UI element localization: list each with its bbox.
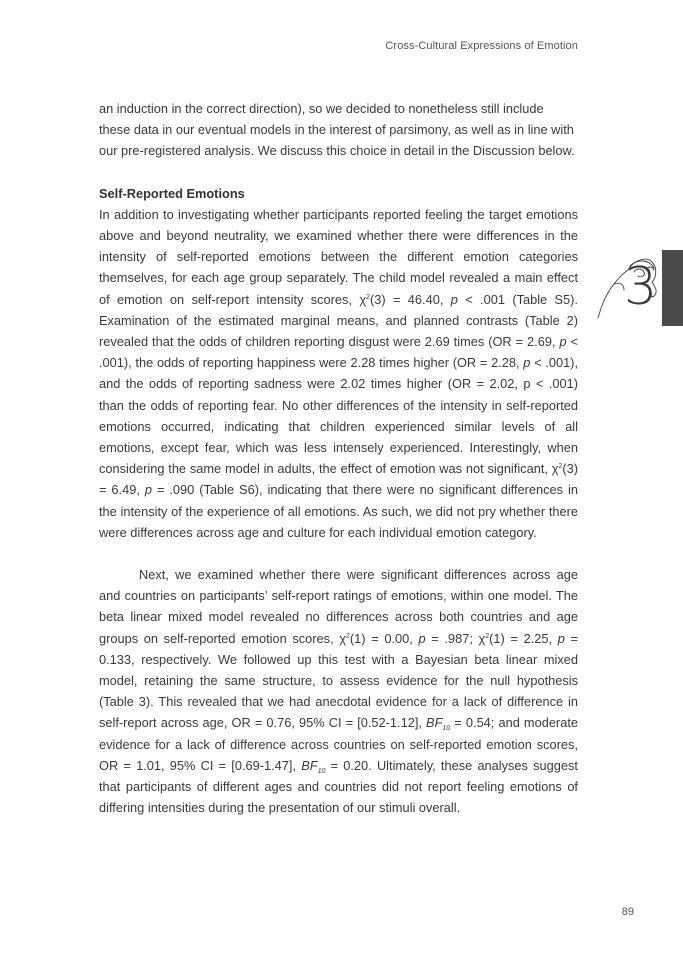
- chapter-tab: [662, 250, 683, 326]
- paragraph-age-country-differences: [99, 564, 578, 818]
- text-run: = 0.54; and moderate evidence for a lack of difference across countries on self-reported emotion scores, OR = 1.01, 95% CI = [0.69-1.47],: [99, 715, 578, 773]
- p-value-symbol: p: [557, 630, 565, 646]
- p-value-symbol: p: [559, 334, 567, 350]
- text-run: < .001), and the odds of reporting sadness were 2.02 times higher (OR = 2.02, p < .001) than the odds of reporting fear. No other differences of the intensity in self-reported emotions occurred, indicating that children experienced similar levels of all emotions, except fear, which was less intensely experienced. Interestingly, when considering the same model in adults, the effect of emotion was not significant, χ: [99, 355, 578, 477]
- p-value-symbol: p: [523, 355, 531, 371]
- chi-square-superscript: 2: [485, 632, 490, 640]
- text-run: < .001), the odds of reporting happiness were 2.28 times higher (OR = 2.28,: [99, 334, 578, 371]
- text-run: In addition to investigating whether participants reported feeling the target emotions above and beyond neutrality, we examined whether there were differences in the intensity of self-reported emotions between the different emotion categories themselves, for each age group separately. The child model revealed a main effect of emotion on self-report intensity scores, χ: [99, 206, 578, 307]
- p-value-symbol: p: [418, 630, 426, 646]
- text-run: = .987; χ: [425, 630, 486, 646]
- text-run: Next, we examined whether there were significant differences across age and countries on participants’ self-report ratings of emotions, within one model. The beta linear mixed model revealed no differences across both countries and age groups on self-reported emotion scores, χ: [99, 567, 578, 646]
- page-number: 89: [621, 906, 634, 918]
- chi-square-superscript: 2: [366, 293, 370, 301]
- bayes-factor-symbol: BF: [301, 757, 318, 773]
- p-value-symbol: p: [450, 291, 458, 307]
- text-run: = 0.133, respectively. We followed up this test with a Bayesian beta linear mixed model, retaining the same structure, to assess evidence for the null hypothesis (Table 3). This revealed that we had anecdotal evidence for a lack of difference in self-report across age, OR = 0.76, 95% CI = [0.52-1.12],: [99, 630, 579, 731]
- text-run: (3) = 6.49,: [99, 461, 578, 498]
- text-run: = .090 (Table S6), indicating that there were no significant differences in the intensity of the experience of all emotions. As such, we did not pry whether there were differences across age and culture for each individual emotion category.: [99, 482, 578, 540]
- text-run: (1) = 2.25,: [489, 630, 558, 646]
- chapter-number: 3: [624, 257, 658, 317]
- bayes-factor-symbol: BF: [426, 715, 443, 731]
- p-value-symbol: p: [144, 482, 152, 498]
- text-run: < .001 (Table S5). Examination of the estimated marginal means, and planned contrasts (Table 2) revealed that the odds of children reporting disgust were 2.69 times (OR = 2.69,: [99, 291, 578, 350]
- bayes-factor-subscript: 10: [317, 767, 326, 775]
- paragraph-self-report-intensity: [99, 204, 578, 543]
- chi-square-superscript: 2: [346, 632, 350, 640]
- running-header: Cross-Cultural Expressions of Emotion: [385, 40, 578, 52]
- body-text: [99, 98, 578, 819]
- text-run: (1) = 0.00,: [349, 630, 419, 646]
- paragraph-continuation: an induction in the correct direction), so we decided to nonetheless still include these data in our eventual models in the interest of parsimony, as well as in line with our pre-registered analysis. We discuss this choice in detail in the Discussion below.: [99, 101, 575, 159]
- chi-square-superscript: 2: [558, 463, 563, 471]
- text-run: (3) = 46.40,: [369, 291, 444, 307]
- section-heading: Self-Reported Emotions: [99, 185, 245, 201]
- text-run: = 0.20. Ultimately, these analyses suggest that participants of different ages and countries did not report feeling emotions of differing intensities during the presentation of our stimuli overall.: [99, 757, 578, 816]
- bayes-factor-subscript: 10: [442, 725, 451, 733]
